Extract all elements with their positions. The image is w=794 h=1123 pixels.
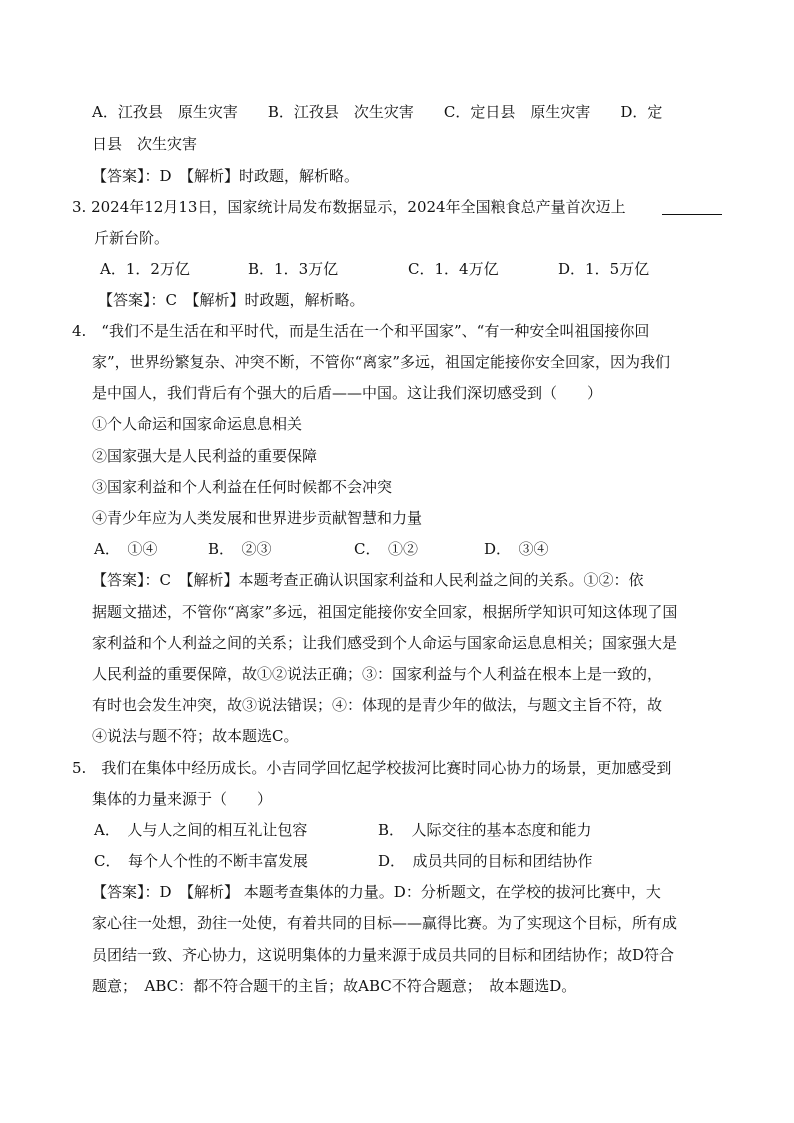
q5-option-a: A． 人与人之间的相互礼让包容 bbox=[94, 821, 308, 839]
q3-option-a: A．1．2万亿 bbox=[100, 260, 190, 278]
q5-answer-line-3: 员团结一致、齐心协力，这说明集体的力量来源于成员共同的目标和团结协作；故D符合 bbox=[92, 946, 675, 964]
q4-statement-3: ③国家利益和个人利益在任何时候都不会冲突 bbox=[92, 478, 393, 496]
q3-answer-blank bbox=[662, 198, 722, 215]
q4-option-c: C． ①② bbox=[354, 540, 418, 558]
q4-stem-line-2: 家”，世界纷繁复杂、冲突不断，不管你“离家”多远，祖国定能接你安全回家，因为我们 bbox=[92, 353, 671, 371]
q3-stem-line-2: 斤新台阶。 bbox=[94, 229, 170, 247]
q2-options-line-1: A．江孜县 原生灾害 B．江孜县 次生灾害 C．定日县 原生灾害 D．定 bbox=[92, 103, 663, 121]
q5-option-c: C． 每个人个性的不断丰富发展 bbox=[94, 852, 308, 870]
q4-answer-line-6: ④说法与题不符；故本题选C。 bbox=[92, 727, 299, 745]
q3-option-d: D．1．5万亿 bbox=[558, 260, 650, 278]
q5-option-b: B． 人际交往的基本态度和能力 bbox=[378, 821, 592, 839]
q4-option-b: B． ②③ bbox=[208, 540, 272, 558]
q4-statement-2: ②国家强大是人民利益的重要保障 bbox=[92, 447, 318, 465]
q4-statement-4: ④青少年应为人类发展和世界进步贡献智慧和力量 bbox=[92, 509, 423, 527]
q5-stem-line-1: 5. 我们在集体中经历成长。小吉同学回忆起学校拔河比赛时同心协力的场景，更加感受到 bbox=[72, 759, 672, 777]
q4-answer-line-3: 家利益和个人利益之间的关系；让我们感受到个人命运与国家命运息息相关；国家强大是 bbox=[92, 634, 678, 652]
q3-stem-line-1: 3. 2024年12月13日，国家统计局发布数据显示，2024年全国粮食总产量首次迈上 bbox=[72, 198, 626, 216]
q4-answer-line-4: 人民利益的重要保障，故①②说法正确；③：国家利益与个人利益在根本上是一致的， bbox=[92, 665, 663, 683]
q3-option-c: C．1．4万亿 bbox=[408, 260, 499, 278]
q4-answer-line-1: 【答案】：C 【解析】本题考查正确认识国家利益和人民利益之间的关系。①②：依 bbox=[92, 571, 644, 589]
q4-answer-line-5: 有时也会发生冲突，故③说法错误；④：体现的是青少年的做法，与题文主旨不符，故 bbox=[92, 696, 663, 714]
q5-stem-line-2: 集体的力量来源于（ ） bbox=[92, 790, 273, 808]
q5-option-d: D． 成员共同的目标和团结协作 bbox=[378, 852, 593, 870]
q4-stem-line-3: 是中国人，我们背后有个强大的后盾——中国。这让我们深切感受到（ ） bbox=[92, 384, 603, 402]
q2-answer: 【答案】：D 【解析】时政题，解析略。 bbox=[92, 167, 360, 185]
q2-options-line-2: 日县 次生灾害 bbox=[92, 135, 198, 153]
q5-answer-line-4: 题意； ABC：都不符合题干的主旨；故ABC不符合题意； 故本题选D。 bbox=[92, 977, 577, 995]
q4-stem-line-1: 4. “我们不是生活在和平时代，而是生活在一个和平国家”、“有一种安全叫祖国接你回 bbox=[72, 322, 650, 340]
q3-option-b: B．1．3万亿 bbox=[248, 260, 339, 278]
q4-answer-line-2: 据题文描述，不管你“离家”多远，祖国定能接你安全回家，根据所学知识可知这体现了国 bbox=[92, 603, 678, 621]
q5-answer-line-2: 家心往一处想，劲往一处使，有着共同的目标——赢得比赛。为了实现这个目标，所有成 bbox=[92, 914, 678, 932]
q3-answer: 【答案】：C 【解析】时政题，解析略。 bbox=[98, 291, 365, 309]
q4-statement-1: ①个人命运和国家命运息息相关 bbox=[92, 415, 303, 433]
q5-answer-line-1: 【答案】：D 【解析】 本题考查集体的力量。D：分析题文，在学校的拔河比赛中，大 bbox=[92, 883, 661, 901]
q4-option-d: D． ③④ bbox=[484, 540, 549, 558]
q4-option-a: A． ①④ bbox=[94, 540, 158, 558]
